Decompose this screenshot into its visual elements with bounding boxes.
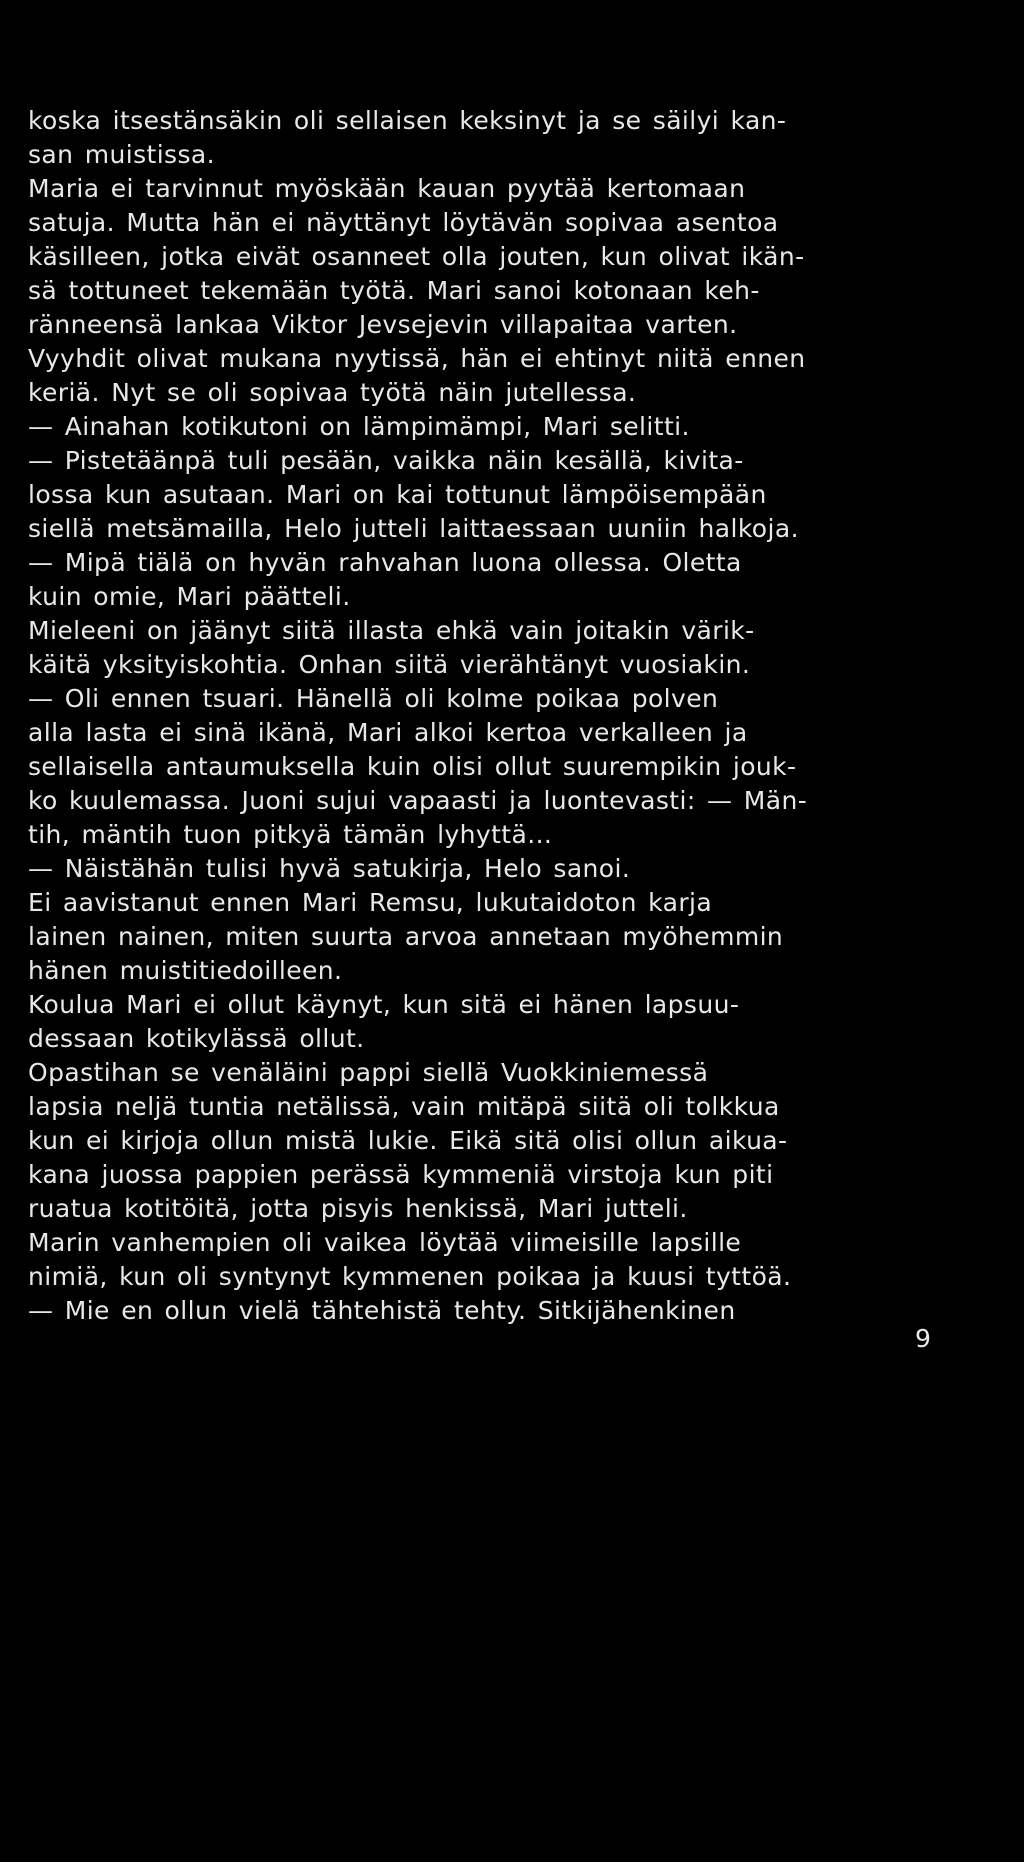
text-line: keriä. Nyt se oli sopivaa työtä näin jutellessa. xyxy=(28,378,637,407)
text-line: Opastihan se venäläini pappi siellä Vuokkiniemessä xyxy=(28,1058,709,1087)
text-line: Mieleeni on jäänyt siitä illasta ehkä vain joitakin värik- xyxy=(28,616,755,645)
text-line: ränneensä lankaa Viktor Jevsejevin villapaitaa varten. xyxy=(28,310,738,339)
text-line: lossa kun asutaan. Mari on kai tottunut lämpöisempään xyxy=(28,480,767,509)
text-line: koska itsestänsäkin oli sellaisen keksinyt ja se säilyi kan- xyxy=(28,106,787,135)
text-line: satuja. Mutta hän ei näyttänyt löytävän sopivaa asentoa xyxy=(28,208,779,237)
text-line: dessaan kotikylässä ollut. xyxy=(28,1024,365,1053)
text-line: ruatua kotitöitä, jotta pisyis henkissä, Mari jutteli. xyxy=(28,1194,688,1223)
text-line: — Näistähän tulisi hyvä satukirja, Helo sanoi. xyxy=(28,854,631,883)
text-line: Ei aavistanut ennen Mari Remsu, lukutaidoton karja xyxy=(28,888,713,917)
body-text xyxy=(28,104,934,1328)
text-line: sä tottuneet tekemään työtä. Mari sanoi kotonaan keh- xyxy=(28,276,760,305)
text-line: käitä yksityiskohtia. Onhan siitä vierähtänyt vuosiakin. xyxy=(28,650,751,679)
text-line: nimiä, kun oli syntynyt kymmenen poikaa ja kuusi tyttöä. xyxy=(28,1262,792,1291)
text-line: siellä metsämailla, Helo jutteli laittaessaan uuniin halkoja. xyxy=(28,514,799,543)
text-line: — Ainahan kotikutoni on lämpimämpi, Mari selitti. xyxy=(28,412,690,441)
text-line: — Oli ennen tsuari. Hänellä oli kolme poikaa polven xyxy=(28,684,719,713)
text-line: Vyyhdit olivat mukana nyytissä, hän ei ehtinyt niitä ennen xyxy=(28,344,806,373)
text-line: lainen nainen, miten suurta arvoa annetaan myöhemmin xyxy=(28,922,784,951)
text-line: sellaisella antaumuksella kuin olisi ollut suurempikin jouk- xyxy=(28,752,797,781)
text-line: — Pistetäänpä tuli pesään, vaikka näin kesällä, kivita- xyxy=(28,446,744,475)
text-line: ko kuulemassa. Juoni sujui vapaasti ja luontevasti: — Män- xyxy=(28,786,808,815)
text-line: — Mipä tiälä on hyvän rahvahan luona ollessa. Oletta xyxy=(28,548,742,577)
text-line: kana juossa pappien perässä kymmeniä virstoja kun piti xyxy=(28,1160,774,1189)
text-line: alla lasta ei sinä ikänä, Mari alkoi kertoa verkalleen ja xyxy=(28,718,748,747)
text-line: tih, mäntih tuon pitkyä tämän lyhyttä... xyxy=(28,820,553,849)
text-line: san muistissa. xyxy=(28,140,215,169)
page-number: 9 xyxy=(915,1324,931,1353)
text-line: käsilleen, jotka eivät osanneet olla jouten, kun olivat ikän- xyxy=(28,242,805,271)
text-line: hänen muistitiedoilleen. xyxy=(28,956,343,985)
text-line: Marin vanhempien oli vaikea löytää viimeisille lapsille xyxy=(28,1228,742,1257)
text-line: — Mie en ollun vielä tähtehistä tehty. Sitkijähenkinen xyxy=(28,1296,736,1325)
text-line: lapsia neljä tuntia netälissä, vain mitäpä siitä oli tolkkua xyxy=(28,1092,780,1121)
text-line: Maria ei tarvinnut myöskään kauan pyytää kertomaan xyxy=(28,174,746,203)
text-line: kuin omie, Mari päätteli. xyxy=(28,582,351,611)
text-line: kun ei kirjoja ollun mistä lukie. Eikä sitä olisi ollun aikua- xyxy=(28,1126,788,1155)
text-line: Koulua Mari ei ollut käynyt, kun sitä ei hänen lapsuu- xyxy=(28,990,740,1019)
